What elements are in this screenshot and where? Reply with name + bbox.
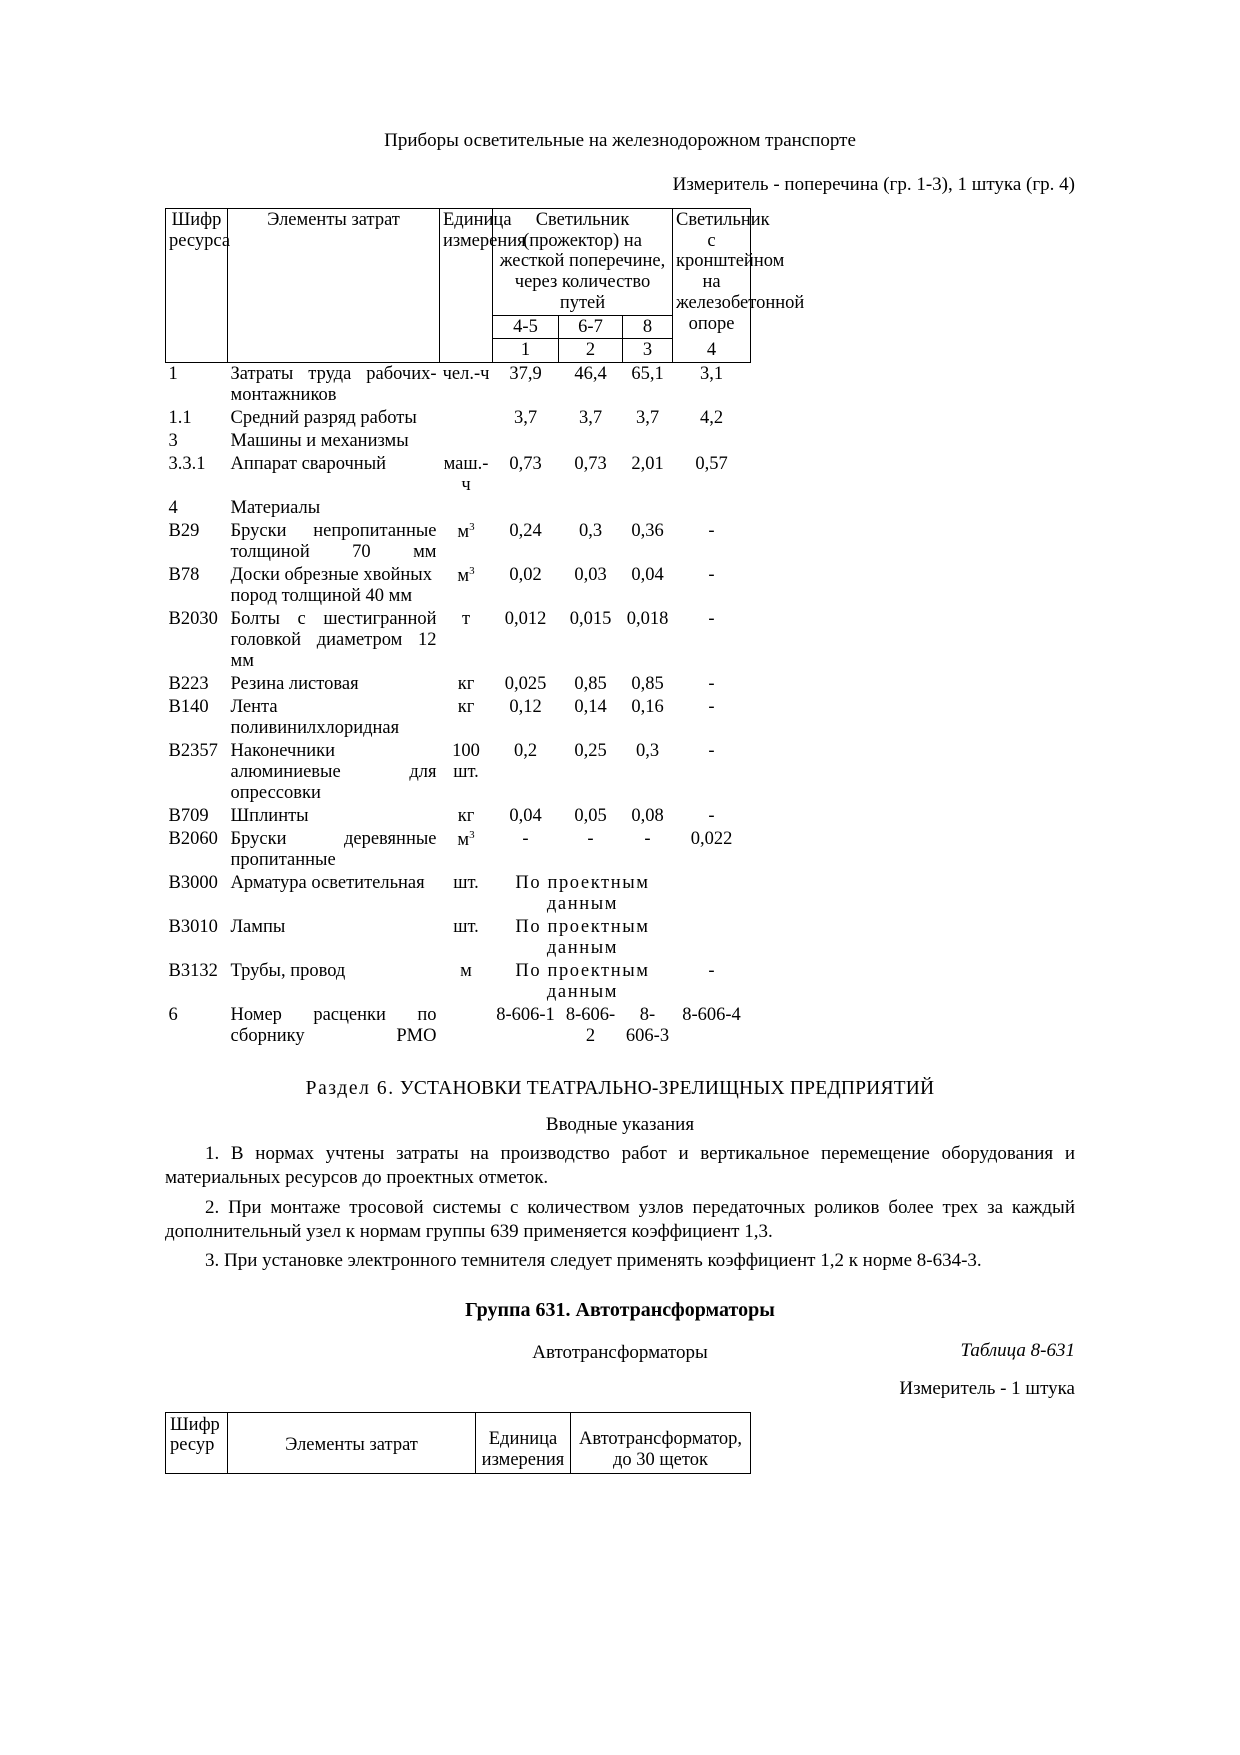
row-value-4 <box>673 497 751 520</box>
row-code: 3.3.1 <box>168 454 206 475</box>
row-name: Затраты труда рабочих-монтажников <box>230 364 437 406</box>
row-unit: м <box>460 961 472 982</box>
row-value-3: - <box>644 829 651 850</box>
row-value-2: 0,73 <box>574 454 607 475</box>
row-value-1 <box>493 497 559 520</box>
row-name: Машины и механизмы <box>230 431 409 452</box>
row-value-1: 0,2 <box>513 741 538 762</box>
row-value-4: - <box>708 565 715 586</box>
row-value-1: 3,7 <box>513 408 538 429</box>
table-row <box>166 453 751 497</box>
row-name: Бруски непропитанные толщиной 70 мм <box>230 521 437 563</box>
row-unit: кг <box>457 806 475 827</box>
subheader-4-5: 4-5 <box>493 315 559 339</box>
table-row <box>166 497 751 520</box>
row-value-1 <box>493 430 559 453</box>
subheader-8: 8 <box>623 315 673 339</box>
row-code: 6 <box>168 1005 178 1026</box>
row-value-3: 0,08 <box>631 806 664 827</box>
row-code: В140 <box>168 697 209 718</box>
row-value-3: 0,3 <box>635 741 660 762</box>
row-code: В2060 <box>168 829 218 850</box>
row-value-4: 0,57 <box>695 454 728 475</box>
row-name: Лампы <box>230 917 286 938</box>
row-value-2 <box>559 497 623 520</box>
row-value-3: 65,1 <box>631 364 664 385</box>
row-value-4: - <box>708 806 715 827</box>
row-value-2: 0,05 <box>574 806 607 827</box>
row-code: В29 <box>168 521 200 542</box>
header-group-bracket: Светильник с кронштейном на железобетонной опоре <box>673 209 751 339</box>
row-value-3: 2,01 <box>631 454 664 475</box>
row-name: Шплинты <box>230 806 309 827</box>
table-row <box>166 564 751 608</box>
row-value-3 <box>623 430 673 453</box>
row-unit <box>440 430 493 453</box>
row-value-1: - <box>522 829 529 850</box>
row-value-4: 8-606-4 <box>682 1005 741 1026</box>
measure-line: Измеритель - поперечина (гр. 1-3), 1 штука (гр. 4) <box>672 174 1075 195</box>
row-unit <box>440 497 493 520</box>
row-value-2: - <box>587 829 594 850</box>
row-value-4: - <box>708 674 715 695</box>
row-unit: маш.-ч <box>443 454 489 496</box>
row-code: В3010 <box>168 917 218 938</box>
row-value-4: 0,022 <box>690 829 733 850</box>
colnum-blank-elements <box>228 339 440 363</box>
table-header-row <box>166 209 751 316</box>
row-value-3: 0,16 <box>631 697 664 718</box>
table-row <box>166 872 751 916</box>
row-code: В78 <box>168 565 200 586</box>
row-name: Резина листовая <box>230 674 359 695</box>
header-code: Шифр ресур <box>166 1413 228 1474</box>
group-title: Группа 631. Автотрансформаторы <box>465 1299 775 1322</box>
row-value-1: 37,9 <box>509 364 542 385</box>
row-value-3: 0,04 <box>631 565 664 586</box>
table-row <box>166 805 751 828</box>
row-value-2: 0,25 <box>574 741 607 762</box>
row-value-1: 8-606-1 <box>496 1005 555 1026</box>
row-code: В2357 <box>168 741 218 762</box>
row-name: Арматура осветительная <box>230 873 425 894</box>
row-unit: шт. <box>453 873 479 894</box>
header-group-rigid: Светильник (прожектор) на жесткой поперечине, через количество путей <box>493 209 673 316</box>
row-code: В3000 <box>168 873 218 894</box>
row-value-1: 0,04 <box>509 806 542 827</box>
row-name: Трубы, провод <box>230 961 346 982</box>
row-value-2: 0,015 <box>569 609 612 630</box>
table-row <box>166 696 751 740</box>
row-name: Бруски деревянные пропитанные <box>230 829 437 871</box>
row-unit: $м^3$ <box>457 565 475 587</box>
row-name: Наконечники алюминиевые для опрессовки <box>230 741 437 804</box>
row-name: Средний разряд работы <box>230 408 417 429</box>
row-value-3: 3,7 <box>635 408 660 429</box>
table-row <box>166 960 751 1004</box>
row-unit: $м^3$ <box>457 829 475 851</box>
colnum-4: 4 <box>673 339 751 363</box>
header-elements: Элементы затрат <box>228 1413 476 1474</box>
row-value-1: 0,24 <box>509 521 542 542</box>
row-code: 1 <box>168 364 178 385</box>
table-caption: Автотрансформаторы <box>532 1342 708 1364</box>
row-value-2: 8-606-2 <box>565 1005 616 1047</box>
row-code: 4 <box>168 498 178 519</box>
row-name: Лента поливинилхлоридная <box>230 697 400 739</box>
row-value-2: 0,3 <box>578 521 603 542</box>
intro-paragraph-3: 3. При установке электронного темнителя следует применять коэффициент 1,2 к норме 8-634-3. <box>205 1250 982 1272</box>
row-unit: чел.-ч <box>442 364 490 385</box>
row-value-4 <box>673 916 751 960</box>
measure-line-bottom: Измеритель - 1 штука <box>899 1378 1075 1400</box>
row-value-4: - <box>708 961 715 982</box>
row-unit <box>440 1004 493 1048</box>
row-code: В709 <box>168 806 209 827</box>
colnum-3: 3 <box>623 339 673 363</box>
row-unit <box>440 407 493 430</box>
table-row <box>166 740 751 805</box>
row-code: 3 <box>168 431 178 452</box>
row-name: Материалы <box>230 498 321 519</box>
table-row <box>166 916 751 960</box>
header-column: Автотрансформатор, до 30 щеток <box>571 1413 751 1474</box>
table-header-row <box>166 1413 751 1474</box>
row-value-1: 0,02 <box>509 565 542 586</box>
row-project-text: По проектным данным <box>515 873 650 915</box>
row-value-3 <box>623 497 673 520</box>
row-unit: 100 шт. <box>452 741 480 783</box>
row-value-3: 8-606-3 <box>625 1005 670 1047</box>
row-value-2: 0,85 <box>574 674 607 695</box>
row-value-2: 0,03 <box>574 565 607 586</box>
header-unit: Единица измерения <box>476 1413 571 1474</box>
row-value-2: 46,4 <box>574 364 607 385</box>
row-name: Доски обрезные хвойных пород толщиной 40 мм <box>230 565 432 607</box>
table-row <box>166 673 751 696</box>
colnum-blank-unit <box>440 339 493 363</box>
row-code: В2030 <box>168 609 218 630</box>
row-unit: $м^3$ <box>457 521 475 543</box>
document-content <box>165 130 1075 1474</box>
row-unit: т <box>461 609 471 630</box>
intro-paragraph-2: 2. При монтаже тросовой системы с количеством узлов передаточных роликов более трех за каждый дополнительный узел к нормам группы 639 применяется коэффициент 1,3. <box>165 1196 1075 1242</box>
section-subtitle: Вводные указания <box>545 1114 695 1136</box>
row-value-4 <box>673 872 751 916</box>
row-code: В223 <box>168 674 209 695</box>
row-unit: шт. <box>453 917 479 938</box>
table-row <box>166 430 751 453</box>
table-number-row <box>166 339 751 363</box>
header-unit: Единица измерения <box>440 209 493 339</box>
row-code: 1.1 <box>168 408 192 429</box>
table-number: Таблица 8-631 <box>960 1340 1075 1362</box>
row-name: Аппарат сварочный <box>230 454 387 475</box>
row-project-text: По проектным данным <box>515 917 650 959</box>
row-value-4: - <box>708 697 715 718</box>
row-unit: кг <box>457 697 475 718</box>
row-value-3: 0,85 <box>631 674 664 695</box>
table-row <box>166 520 751 564</box>
row-value-4 <box>673 430 751 453</box>
row-value-4: - <box>708 741 715 762</box>
row-value-1: 0,012 <box>504 609 547 630</box>
row-value-1: 0,12 <box>509 697 542 718</box>
section-label: Раздел 6. <box>305 1078 395 1100</box>
header-code: Шифр ресурса <box>166 209 228 339</box>
row-value-3: 0,36 <box>631 521 664 542</box>
row-value-3: 0,018 <box>626 609 669 630</box>
row-value-2: 3,7 <box>578 408 603 429</box>
row-project-text: По проектным данным <box>515 961 650 1003</box>
intro-paragraph-1: 1. В нормах учтены затраты на производство работ и вертикальное перемещение оборудования и материальных ресурсов до проектных отметок. <box>165 1143 1075 1189</box>
table-row <box>166 1004 751 1048</box>
colnum-1: 1 <box>493 339 559 363</box>
row-code: В3132 <box>168 961 218 982</box>
row-unit: кг <box>457 674 475 695</box>
row-value-2 <box>559 430 623 453</box>
colnum-2: 2 <box>559 339 623 363</box>
table-row <box>166 828 751 872</box>
section-title <box>165 1078 1075 1100</box>
header-elements: Элементы затрат <box>228 209 440 339</box>
row-value-4: 4,2 <box>699 408 724 429</box>
table-row <box>166 407 751 430</box>
row-value-1: 0,73 <box>509 454 542 475</box>
section-heading-text: УСТАНОВКИ ТЕАТРАЛЬНО-ЗРЕЛИЩНЫХ ПРЕДПРИЯТИЙ <box>399 1078 935 1100</box>
resource-table <box>165 208 805 1048</box>
row-value-4: 3,1 <box>699 364 724 385</box>
row-name: Болты с шестигранной головкой диаметром 12 мм <box>230 609 437 672</box>
colnum-blank-code <box>166 339 228 363</box>
autotransformer-table <box>165 1412 751 1474</box>
row-value-4: - <box>708 521 715 542</box>
page-title: Приборы осветительные на железнодорожном транспорте <box>384 130 856 151</box>
row-value-4: - <box>708 609 715 630</box>
table-row <box>166 608 751 673</box>
table-row <box>166 363 751 408</box>
row-value-1: 0,025 <box>504 674 547 695</box>
row-name: Номер расценки по сборнику РМО <box>230 1005 437 1047</box>
row-value-2: 0,14 <box>574 697 607 718</box>
subheader-6-7: 6-7 <box>559 315 623 339</box>
